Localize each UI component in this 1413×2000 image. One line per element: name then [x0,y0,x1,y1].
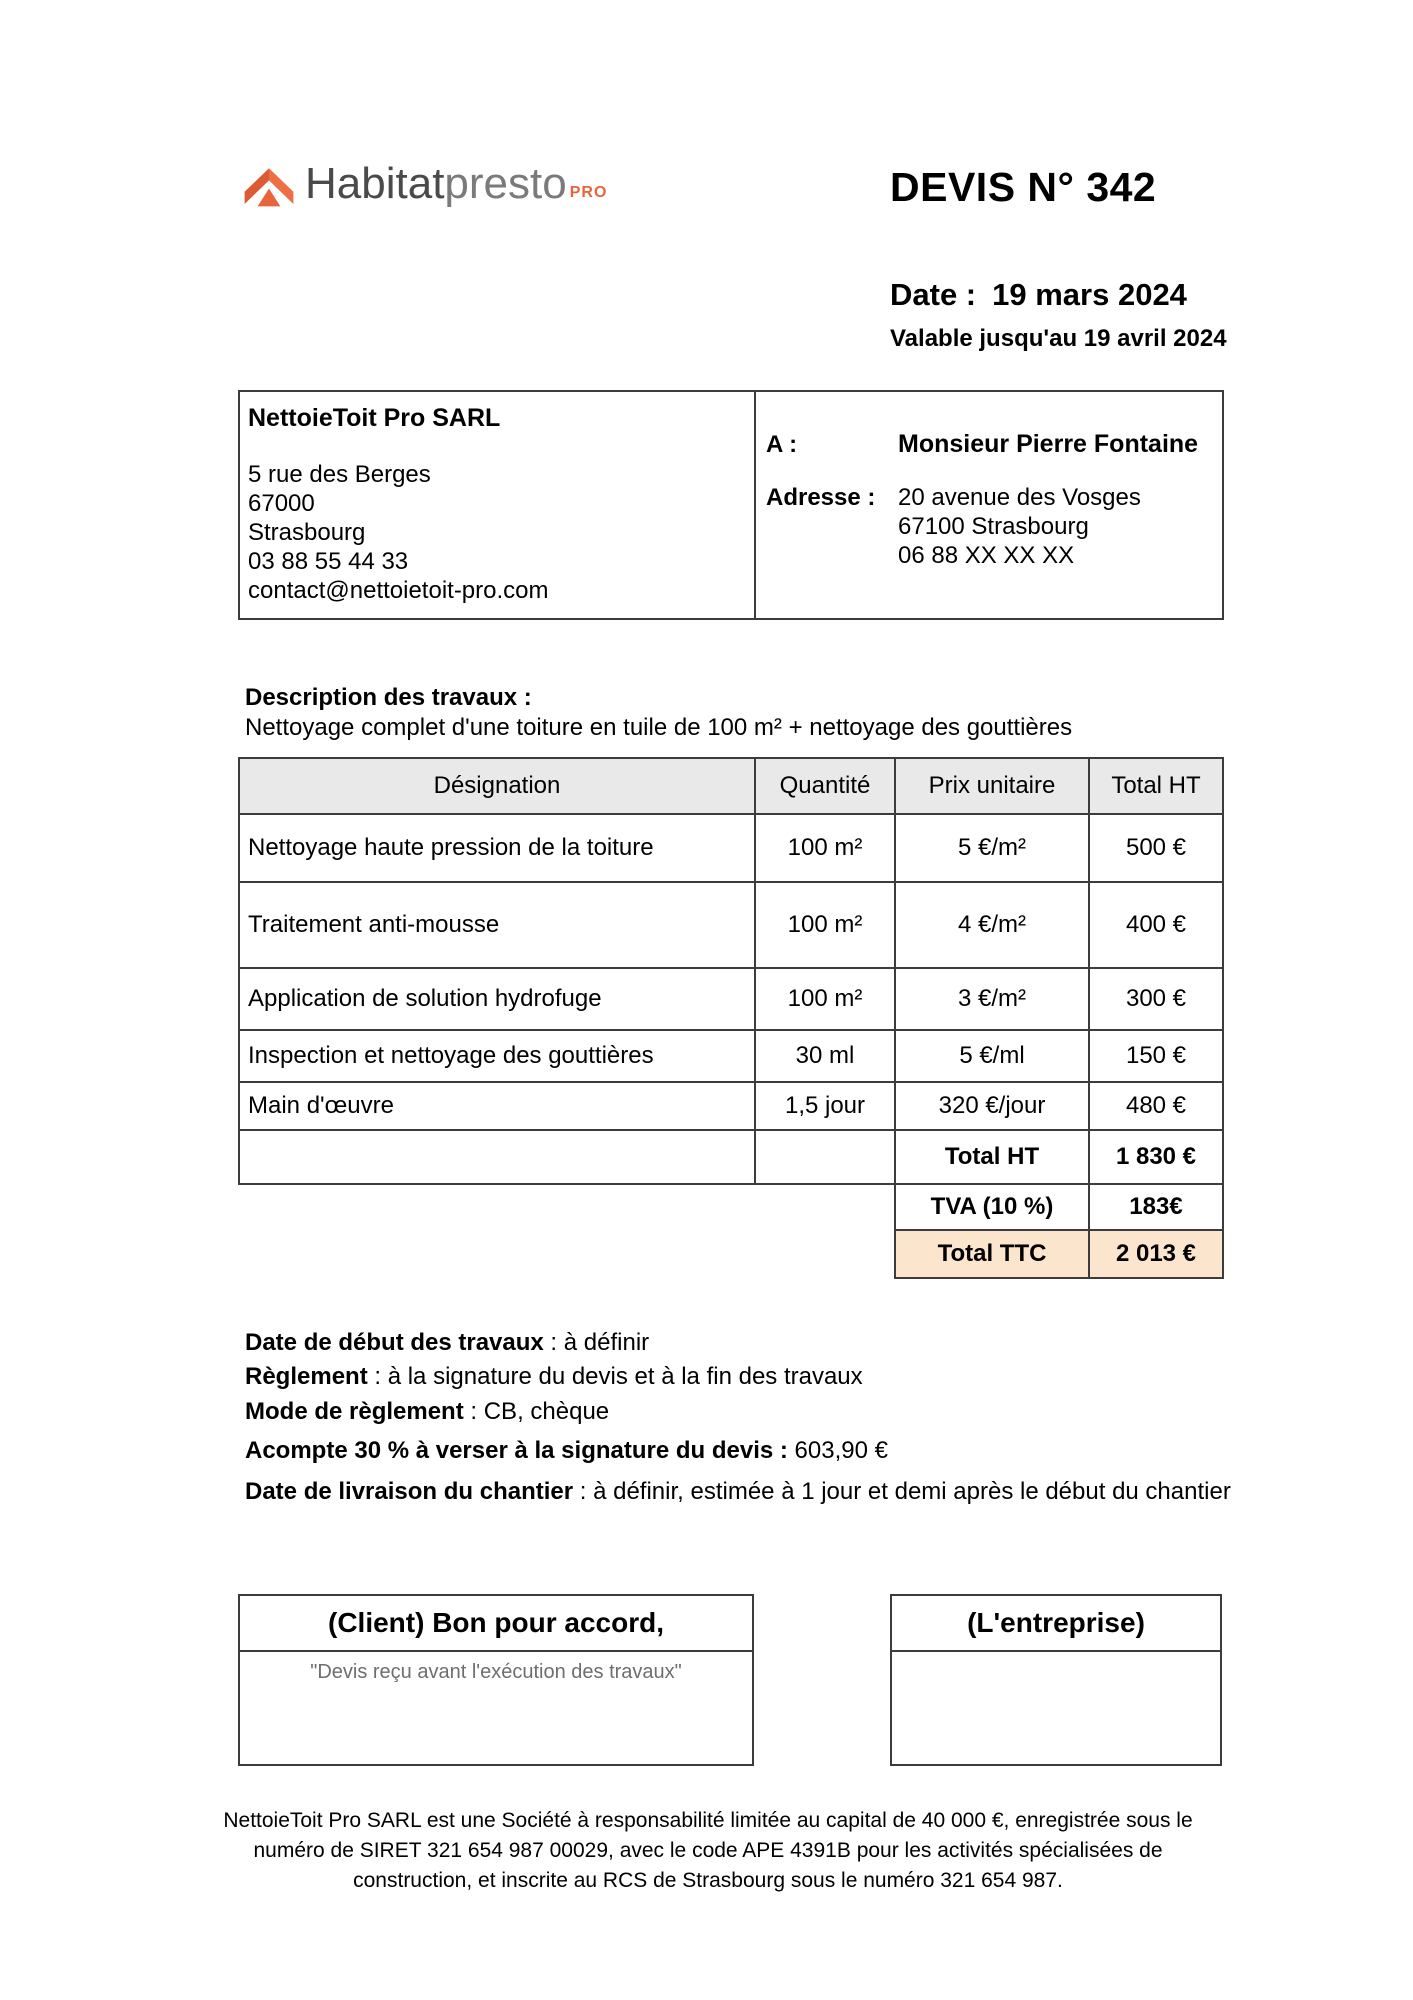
row-quantity: 100 m² [756,969,896,1029]
table-header-row [240,759,1222,815]
row-quantity: 100 m² [756,815,896,881]
tva-value: 183€ [1090,1185,1224,1231]
total-ttc-row [894,1231,1224,1279]
row-designation: Main d'œuvre [240,1083,756,1129]
client-address-line: 67100 Strasbourg [898,513,1089,540]
parties-box [238,390,1224,620]
total-ht-value: 1 830 € [1115,1143,1197,1170]
legal-footer: NettoieToit Pro SARL est une Société à responsabilité limitée au capital de 40 000 €, enregistrée sous le numéro de SIRET 321 654 987 00029, avec le code APE 4391B pour les activités spécialisées de construction, et inscrite au RCS de Strasbourg sous le numéro 321 654 987. [223,1809,1193,1892]
company-block [240,392,756,618]
page-title: DEVIS N° 342 [890,164,1157,210]
row-total: 300 € [1125,985,1187,1012]
company-phone: 03 88 55 44 33 [248,548,409,575]
client-address-label: Adresse : [766,484,876,511]
empty-cell [756,1131,896,1183]
works-description-text: Nettoyage complet d'une toiture en tuile de 100 m² + nettoyage des gouttières [245,714,1073,741]
date-label: Date : [890,277,977,312]
date-line [890,277,1187,313]
table-row [240,815,1222,883]
row-unit-price: 5 €/m² [896,815,1090,881]
tva-label: TVA (10 %) [894,1185,1090,1231]
row-designation: Application de solution hydrofuge [240,969,756,1029]
company-address-line: 5 rue des Berges [248,461,431,488]
table-row [240,969,1222,1031]
header-quantity: Quantité [756,759,896,813]
row-quantity: 1,5 jour [756,1083,896,1129]
client-address [898,483,1222,570]
total-ttc-label: Total TTC [894,1231,1090,1279]
term-payment: Règlement : à la signature du devis et à la fin des travaux [245,1363,863,1390]
logo-wordmark [305,158,607,219]
row-total: 150 € [1125,1042,1187,1069]
header-designation: Désignation [240,759,756,813]
company-name: NettoieToit Pro SARL [248,404,501,432]
works-description [245,683,1072,743]
term-delivery-date: Date de livraison du chantier : à définir, estimée à 1 jour et demi après le début du chantier [245,1478,1231,1505]
header-total: Total HT [1111,772,1201,799]
quote-table [238,757,1224,1279]
roof-arrow-icon [243,164,295,213]
client-phone: 06 88 XX XX XX [898,542,1075,569]
term-payment-method: Mode de règlement : CB, chèque [245,1398,610,1425]
row-designation: Nettoyage haute pression de la toiture [240,815,756,881]
table-row [240,883,1222,969]
company-address-line: Strasbourg [248,519,366,546]
client-signature-title: (Client) Bon pour accord, [240,1596,752,1652]
row-total: 500 € [1125,834,1187,861]
logo-habitat-text: Habitat [305,159,445,208]
row-unit-price: 5 €/ml [896,1031,1090,1081]
client-address-line: 20 avenue des Vosges [898,484,1141,511]
row-quantity: 100 m² [756,883,896,967]
empty-cell [240,1131,756,1183]
row-total: 400 € [1125,911,1187,938]
logo-presto-text: presto [444,159,567,208]
table-row [240,1083,1222,1131]
row-designation: Inspection et nettoyage des gouttières [240,1031,756,1081]
term-start-date: Date de début des travaux : à définir [245,1329,650,1356]
logo-pro-badge: PRO [569,184,608,201]
company-address-line: 67000 [248,490,315,517]
tva-row [894,1185,1224,1231]
row-unit-price: 3 €/m² [896,969,1090,1029]
works-description-label: Description des travaux : [245,684,532,711]
client-block [756,392,1222,618]
header-unit-price: Prix unitaire [896,759,1090,813]
client-to-label: A : [766,431,798,458]
total-ttc-value: 2 013 € [1090,1231,1224,1279]
row-quantity: 30 ml [756,1031,896,1081]
company-signature-title: (L'entreprise) [892,1596,1220,1652]
row-unit-price: 4 €/m² [896,883,1090,967]
company-signature-box [890,1594,1222,1766]
client-signature-note: "Devis reçu avant l'exécution des travaux" [310,1661,682,1683]
date-value: 19 mars 2024 [992,277,1187,312]
client-signature-box [238,1594,754,1766]
habitatpresto-logo [243,158,607,219]
client-name: Monsieur Pierre Fontaine [898,430,1199,458]
table-row [240,1031,1222,1083]
term-deposit: Acompte 30 % à verser à la signature du devis : 603,90 € [245,1437,888,1464]
row-total: 480 € [1125,1092,1187,1119]
total-ht-label: Total HT [896,1131,1090,1183]
row-designation: Traitement anti-mousse [240,883,756,967]
company-email: contact@nettoietoit-pro.com [248,577,549,604]
row-unit-price: 320 €/jour [896,1083,1090,1129]
terms-section [245,1330,1231,1505]
total-ht-row [240,1131,1222,1183]
validity-line: Valable jusqu'au 19 avril 2024 [890,325,1227,352]
